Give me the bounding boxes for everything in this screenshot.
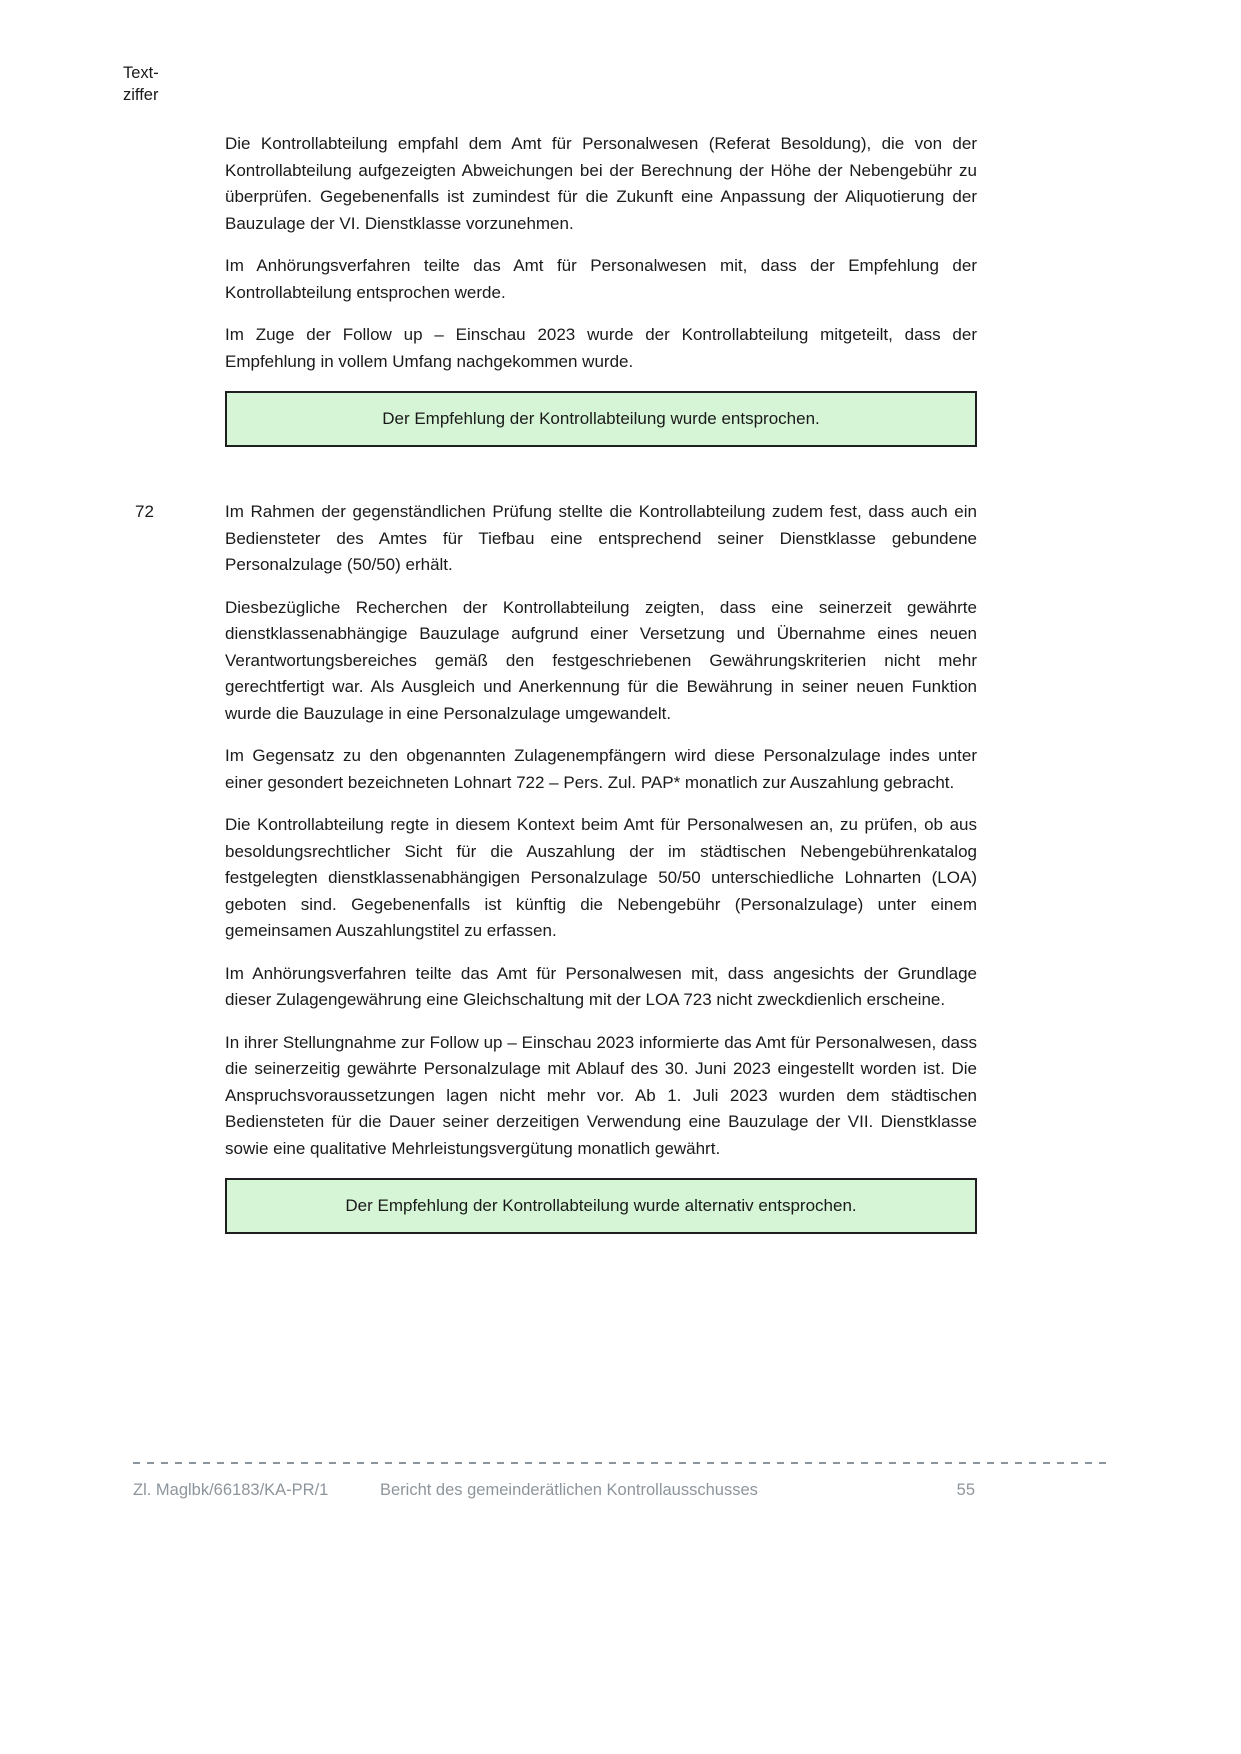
margin-label-line-1: Text- (123, 64, 159, 82)
section-number: 72 (135, 502, 154, 521)
footer-dashed-divider (133, 1462, 1108, 1464)
section-72 (135, 499, 977, 1234)
paragraph-hearing-response: Im Anhörungsverfahren teilte das Amt für Personalwesen mit, dass der Empfehlung der Kontrollabteilung entsprochen werde. (225, 256, 977, 302)
paragraph-followup-statement: In ihrer Stellungnahme zur Follow up – Einschau 2023 informierte das Amt für Personalwesen, dass die seinerzeitig gewährte Personalzulage mit Ablauf des 30. Juni 2023 eingestellt worden ist. Die Anspruchsvoraussetzungen lagen nicht mehr vor. Ab 1. Juli 2023 wurden dem städtischen Bediensteten für die Dauer seiner derzeitigen Verwendung eine Bauzulage der VII. Dienstklasse sowie eine qualitative Mehrleistungsvergütung monatlich gewährt. (225, 1032, 977, 1158)
page-footer (133, 1481, 975, 1503)
paragraph-research: Diesbezügliche Recherchen der Kontrollabteilung zeigten, dass eine seinerzeit gewährte dienstklassenabhängige Bauzulage aufgrund einer Versetzung und Übernahme eines neuen Verantwortungsbereiches gemäß den festgeschriebenen Gewährungskriterien nicht mehr gerechtfertigt war. Als Ausgleich und Anerkennung für die Bewährung in seiner neuen Funktion wurde die Bauzulage in eine Personalzulage umgewandelt. (225, 597, 977, 723)
recommendation-status-box: Der Empfehlung der Kontrollabteilung wurde entsprochen. (225, 391, 977, 447)
footer-document-title: Bericht des gemeinderätlichen Kontrollausschusses (380, 1481, 758, 1499)
paragraph-hearing-response-2: Im Anhörungsverfahren teilte das Amt für Personalwesen mit, dass angesichts der Grundlage dieser Zulagengewährung eine Gleichschaltung mit der LOA 723 nicht zweckdienlich erscheine. (225, 963, 977, 1009)
page-content (135, 131, 977, 1234)
paragraph-finding: Im Rahmen der gegenständlichen Prüfung stellte die Kontrollabteilung zudem fest, dass auch ein Bediensteter des Amtes für Tiefbau eine entsprechend seiner Dienstklasse gebundene Personalzulage (50/50) erhält. (225, 502, 977, 574)
footer-page-number: 55 (956, 1481, 975, 1499)
paragraph-payment-type: Im Gegensatz zu den obgenannten Zulagenempfängern wird diese Personalzulage indes unter einer gesondert bezeichneten Lohnart 722 – Pers. Zul. PAP* monatlich zur Auszahlung gebracht. (225, 746, 977, 792)
margin-label-line-2: ziffer (123, 86, 159, 104)
footer-reference-number: Zl. Maglbk/66183/KA-PR/1 (133, 1481, 329, 1499)
margin-column-label (123, 62, 159, 106)
paragraph-followup-result: Im Zuge der Follow up – Einschau 2023 wurde der Kontrollabteilung mitgeteilt, dass der Empfehlung in vollem Umfang nachgekommen wurde. (225, 325, 977, 371)
paragraph-recommendation: Die Kontrollabteilung empfahl dem Amt für Personalwesen (Referat Besoldung), die von der Kontrollabteilung aufgezeigten Abweichungen bei der Berechnung der Höhe der Nebengebühr zu überprüfen. Gegebenenfalls ist zumindest für die Zukunft eine Anpassung der Aliquotierung der Bauzulage der VI. Dienstklasse vorzunehmen. (225, 134, 977, 233)
recommendation-status-box-2: Der Empfehlung der Kontrollabteilung wurde alternativ entsprochen. (225, 1178, 977, 1234)
paragraph-suggestion: Die Kontrollabteilung regte in diesem Kontext beim Amt für Personalwesen an, zu prüfen, ob aus besoldungsrechtlicher Sicht für die Auszahlung der im städtischen Nebengebührenkatalog festgelegten dienstklassenabhängigen Personalzulage 50/50 unterschiedliche Lohnarten (LOA) geboten sind. Gegebenenfalls ist künftig die Nebengebühr (Personalzulage) unter einem gemeinsamen Auszahlungstitel zu erfassen. (225, 815, 977, 940)
